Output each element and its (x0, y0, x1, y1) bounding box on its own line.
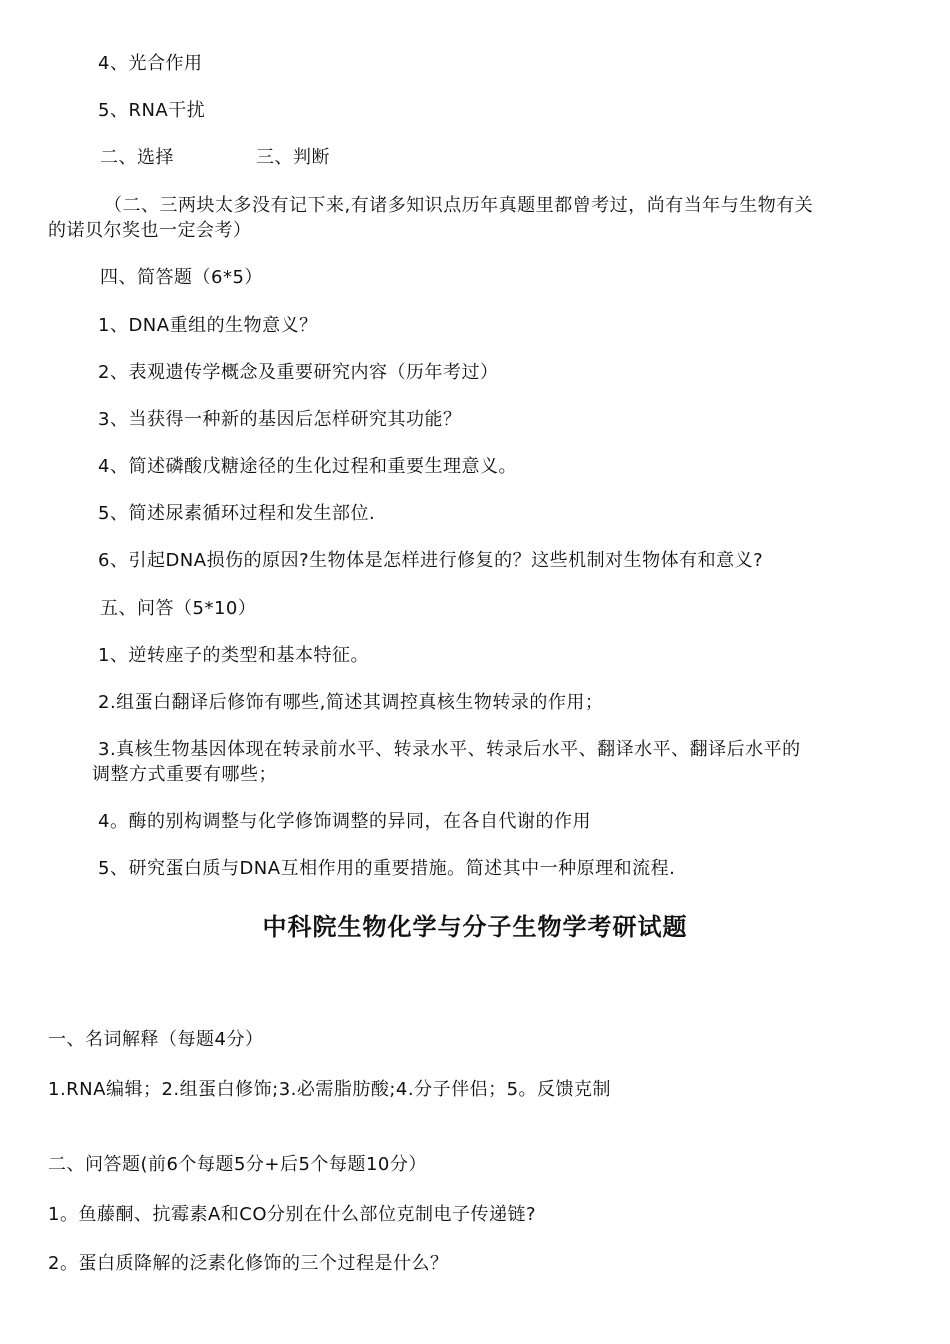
list-item: 1.RNA编辑；2.组蛋白修饰;3.必需脂肪酸;4.分子伴侣；5。反馈克制 (48, 1079, 612, 1100)
list-item: 3.真核生物基因体现在转录前水平、转录水平、转录后水平、翻译水平、翻译后水平的 (98, 739, 801, 760)
list-item: 调整方式重要有哪些； (92, 764, 277, 785)
note-text: （二、三两块太多没有记下来,有诸多知识点历年真题里都曾考过，尚有当年与生物有关 (104, 195, 814, 216)
list-item: 4、光合作用 (98, 53, 203, 74)
list-item: 4、简述磷酸戊糖途径的生化过程和重要生理意义。 (98, 456, 517, 477)
list-item: 1、DNA重组的生物意义？ (98, 315, 318, 336)
section-heading: 一、名词解释（每题4分） (48, 1029, 264, 1050)
list-item: 1、逆转座子的类型和基本特征。 (98, 645, 369, 666)
section-heading: 二、问答题(前6个每题5分+后5个每题10分） (48, 1154, 427, 1175)
section-heading: 二、选择 (100, 147, 174, 168)
list-item: 2。蛋白质降解的泛素化修饰的三个过程是什么？ (48, 1253, 449, 1274)
list-item: 5、简述尿素循环过程和发生部位. (98, 503, 376, 524)
list-item: 4。酶的别构调整与化学修饰调整的异同，在各自代谢的作用 (98, 811, 591, 832)
list-item: 6、引起DNA损伤的原因?生物体是怎样进行修复的？这些机制对生物体有和意义? (98, 550, 764, 571)
list-item: 1。鱼藤酮、抗霉素A和CO分别在什么部位克制电子传递链? (48, 1204, 537, 1225)
section-heading: 四、简答题（6*5） (100, 267, 263, 288)
section-heading: 五、问答（5*10） (100, 598, 257, 619)
list-item: 5、RNA干扰 (98, 100, 206, 121)
note-text: 的诺贝尔奖也一定会考） (48, 220, 252, 241)
page-title: 中科院生物化学与分子生物学考研试题 (262, 913, 688, 941)
section-heading: 三、判断 (256, 147, 330, 168)
list-item: 3、当获得一种新的基因后怎样研究其功能？ (98, 409, 462, 430)
list-item: 2.组蛋白翻译后修饰有哪些,简述其调控真核生物转录的作用； (98, 692, 604, 713)
list-item: 2、表观遗传学概念及重要研究内容（历年考过） (98, 362, 499, 383)
list-item: 5、研究蛋白质与DNA互相作用的重要措施。简述其中一种原理和流程. (98, 858, 676, 879)
